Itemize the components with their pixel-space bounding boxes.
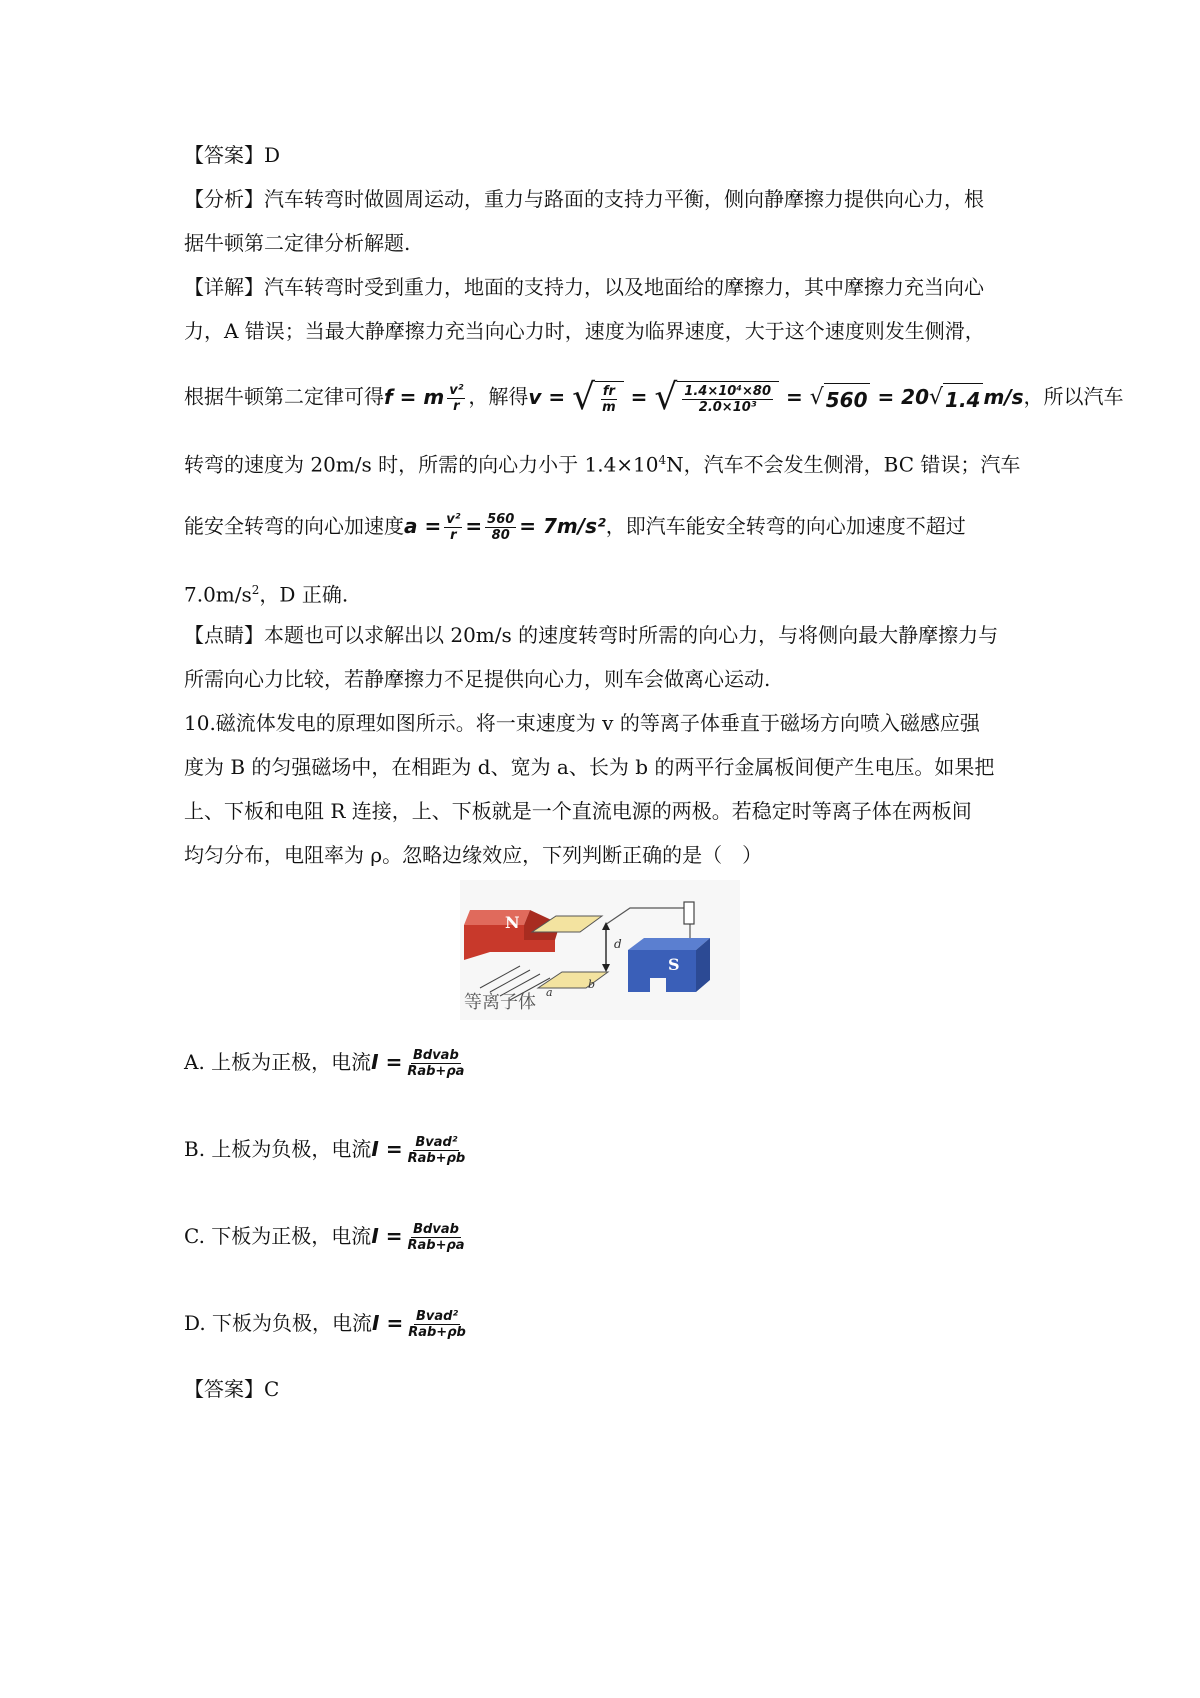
fraction-numerator: v² <box>446 512 461 527</box>
formula-v <box>528 377 1024 418</box>
text-segment: ，D 正确. <box>259 582 349 607</box>
formula-f <box>384 382 468 414</box>
fraction-numerator: 1.4×10⁴×80 <box>684 384 771 399</box>
formula-text: f = m <box>384 384 445 409</box>
formula-text: I = <box>371 1050 403 1074</box>
formula-text: m/s <box>983 384 1024 409</box>
text-segment: 转弯的速度为 20m/s 时，所需的向心力小于 1.4×10 <box>184 452 659 477</box>
q9-detail-line-6 <box>184 576 348 609</box>
formula-text: I = <box>372 1311 404 1335</box>
sqrt <box>929 380 983 416</box>
label-plasma: 等离子体 <box>464 992 536 1013</box>
superscript: 4 <box>658 453 667 467</box>
formula-text: = 7m/s² <box>519 514 606 538</box>
fraction-numerator: Bvad² <box>415 1135 458 1150</box>
formula-text: v = <box>528 384 566 409</box>
q9-detail-line-3 <box>184 377 1124 418</box>
resistor-icon <box>684 902 694 924</box>
formula-text: a = <box>404 514 442 538</box>
label-d: d <box>614 937 622 951</box>
text-segment: ，所以汽车 <box>1023 384 1124 409</box>
text-segment: ，即汽车能安全转弯的向心加速度不超过 <box>605 514 966 538</box>
fraction <box>485 512 516 543</box>
fraction <box>406 1309 468 1340</box>
label-s: S <box>668 955 680 974</box>
formula-text: I = <box>371 1137 403 1161</box>
text-segment: N，汽车不会发生侧滑，BC 错误；汽车 <box>666 452 1021 477</box>
fraction-numerator: 560 <box>487 512 515 527</box>
q9-comment-line-1: 【点睛】本题也可以求解出以 20m/s 的速度转弯时所需的向心力，与将侧向最大静摩擦力与 <box>184 623 999 647</box>
superscript: 2 <box>251 583 260 597</box>
option-formula <box>371 1135 470 1166</box>
q10-stem-line-2: 度为 B 的匀强磁场中，在相距为 d、宽为 a、长为 b 的两平行金属板间便产生电压。如果把 <box>184 755 995 779</box>
fraction-denominator: r <box>450 528 457 543</box>
sqrt-body: 560 <box>824 383 871 414</box>
option-a <box>184 1048 469 1079</box>
sqrt <box>572 377 624 418</box>
sqrt-icon: √ <box>572 377 596 418</box>
sqrt-icon: √ <box>929 385 944 410</box>
fraction <box>444 512 462 543</box>
q9-answer: 【答案】D <box>184 143 281 167</box>
option-d <box>184 1309 471 1340</box>
sqrt-icon: √ <box>809 385 824 410</box>
text-segment: 根据牛顿第二定律可得 <box>184 384 384 409</box>
formula-text: = <box>785 384 803 409</box>
fraction-numerator: Bdvab <box>412 1048 459 1063</box>
fraction-denominator: Rab+ρa <box>407 1238 465 1253</box>
q9-analysis-line-2: 据牛顿第二定律分析解题. <box>184 231 411 255</box>
fraction-denominator: 80 <box>491 528 510 543</box>
text-segment: 能安全转弯的向心加速度 <box>184 514 404 538</box>
formula-a <box>404 512 606 543</box>
option-b <box>184 1135 470 1166</box>
option-formula <box>371 1048 469 1079</box>
q9-detail-line-1: 【详解】汽车转弯时受到重力，地面的支持力，以及地面给的摩擦力，其中摩擦力充当向心 <box>184 275 984 299</box>
option-formula <box>372 1309 471 1340</box>
fraction-denominator: Rab+ρa <box>407 1064 465 1079</box>
sqrt-icon: √ <box>654 377 678 418</box>
option-text: A. 上板为正极，电流 <box>184 1050 372 1074</box>
q9-analysis-line-1: 【分析】汽车转弯时做圆周运动，重力与路面的支持力平衡，侧向静摩擦力提供向心力，根 <box>184 187 984 211</box>
q10-answer: 【答案】C <box>184 1377 280 1401</box>
text-segment: 7.0m/s <box>184 582 252 607</box>
fraction <box>405 1222 466 1253</box>
sqrt-body: 1.4 <box>943 383 983 414</box>
option-formula <box>371 1222 469 1253</box>
label-n: N <box>505 913 520 932</box>
label-b: b <box>588 978 596 991</box>
formula-text: = <box>465 514 483 538</box>
fraction <box>405 1048 466 1079</box>
fraction-numerator: Bdvab <box>413 1222 459 1237</box>
q9-comment-line-2: 所需向心力比较，若静摩擦力不足提供向心力，则车会做离心运动. <box>184 667 771 691</box>
fraction-denominator: m <box>602 400 616 415</box>
text-segment: ，解得 <box>468 384 529 409</box>
fraction-denominator: r <box>453 398 460 414</box>
q9-detail-line-4 <box>184 446 1020 479</box>
option-text: D. 下板为负极，电流 <box>184 1311 373 1335</box>
fraction-denominator: 2.0×10³ <box>698 400 757 415</box>
q10-stem-line-3: 上、下板和电阻 R 连接，上、下板就是一个直流电源的两极。若稳定时等离子体在两板间 <box>184 799 972 823</box>
formula-text: = <box>630 384 648 409</box>
n-magnet-top <box>464 910 530 925</box>
fraction-numerator: fr <box>602 384 615 399</box>
fraction <box>600 384 618 415</box>
fraction-numerator: v² <box>449 382 464 398</box>
label-a: a <box>546 986 553 999</box>
fraction-denominator: Rab+ρb <box>408 1325 466 1340</box>
fraction <box>406 1135 468 1166</box>
q9-detail-line-5 <box>184 512 966 543</box>
fraction <box>682 384 773 415</box>
fraction-numerator: Bvad² <box>415 1309 459 1324</box>
q10-stem-line-4: 均匀分布，电阻率为 ρ。忽略边缘效应，下列判断正确的是（ ） <box>184 843 763 867</box>
q10-stem-line-1: 10.磁流体发电的原理如图所示。将一束速度为 v 的等离子体垂直于磁场方向喷入磁感应强 <box>184 711 980 735</box>
mhd-generator-figure <box>460 880 740 1020</box>
option-text: C. 下板为正极，电流 <box>184 1224 372 1248</box>
sqrt <box>654 377 779 418</box>
formula-text: I = <box>371 1224 403 1248</box>
formula-text: = 20 <box>877 384 930 409</box>
fraction <box>447 383 465 414</box>
fraction-denominator: Rab+ρb <box>407 1151 466 1166</box>
q9-detail-line-2: 力，A 错误；当最大静摩擦力充当向心力时，速度为临界速度，大于这个速度则发生侧滑， <box>184 319 985 343</box>
sqrt <box>810 380 871 416</box>
option-c <box>184 1222 470 1253</box>
option-text: B. 上板为负极，电流 <box>184 1137 372 1161</box>
